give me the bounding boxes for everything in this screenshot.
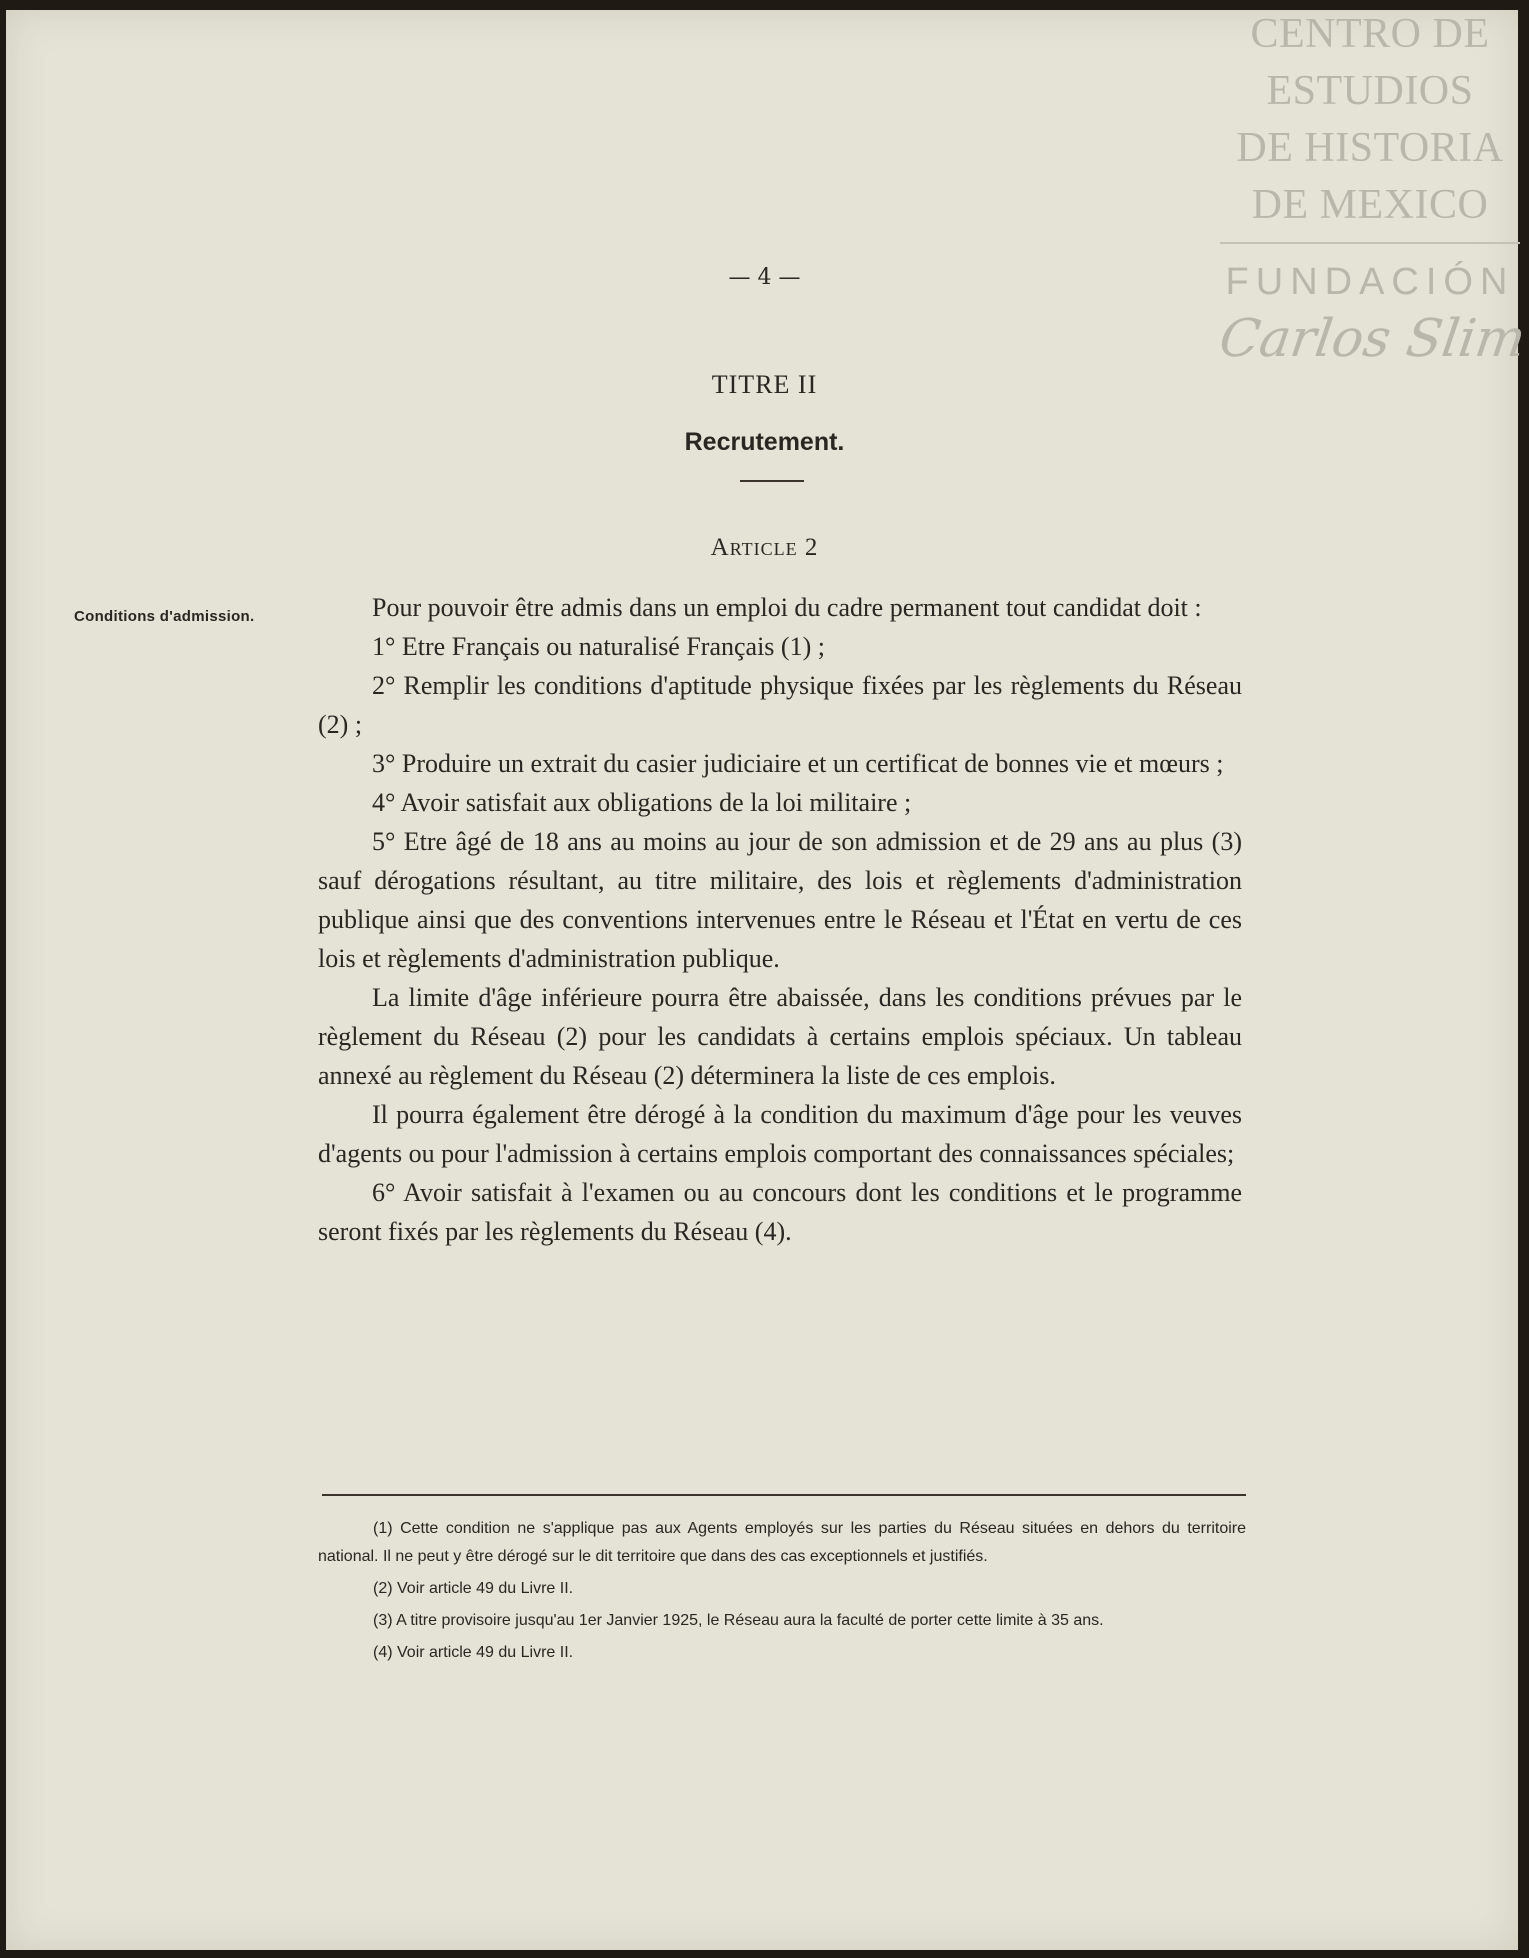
margin-note: Conditions d'admission. [74,608,255,625]
watermark-line: DE MEXICO [1251,182,1489,228]
footnote-divider [322,1494,1246,1496]
title-divider [740,480,804,482]
paragraph: La limite d'âge inférieure pourra être abaissée, dans les conditions prévues par le règlement du Réseau (2) pour les candidats à certains emplois spéciaux. Un tableau annexé au règlement du Réseau (2) déterminera la liste de ces emplois. [318,983,1242,1090]
paragraph: 1° Etre Français ou naturalisé Français (1) ; [372,632,825,661]
paragraph: 3° Produire un extrait du casier judiciaire et un certificat de bonnes vie et mœurs ; [372,749,1224,778]
footnotes [318,1515,1246,1667]
paragraph: Il pourra également être dérogé à la condition du maximum d'âge pour les veuves d'agents ou pour l'admission à certains emplois comportant des connaissances spéciales; [318,1100,1242,1168]
footnote: (3) A titre provisoire jusqu'au 1er Janvier 1925, le Réseau aura la faculté de porter cette limite à 35 ans. [373,1612,1104,1629]
article-body [318,588,1242,1251]
watermark-line: ESTUDIOS [1266,68,1474,114]
paragraph: Pour pouvoir être admis dans un emploi du cadre permanent tout candidat doit : [372,593,1202,622]
section-subtitle: Recrutement. [684,428,845,456]
footnote: (1) Cette condition ne s'applique pas aux Agents employés sur les parties du Réseau situées en dehors du territoire national. Il ne peut y être dérogé sur le dit territoire que dans des cas exceptionnels et justifiés. [318,1520,1246,1565]
paragraph: 2° Remplir les conditions d'aptitude physique fixées par les règlements du Réseau (2) ; [318,671,1242,739]
watermark-signature: Carlos Slim [1215,309,1529,369]
watermark-divider [1220,242,1520,244]
footnote: (4) Voir article 49 du Livre II. [373,1644,574,1661]
paragraph: 6° Avoir satisfait à l'examen ou au concours dont les conditions et le programme seront fixés par les règlements du Réseau (4). [318,1178,1242,1246]
section-title: TITRE II [711,370,818,399]
watermark-line: DE HISTORIA [1236,125,1504,171]
page-number: — 4 — [728,265,801,290]
article-heading: Article 2 [710,534,819,561]
paragraph: 5° Etre âgé de 18 ans au moins au jour de son admission et de 29 ans au plus (3) sauf dérogations résultant, au titre militaire, des lois et règlements d'administration publique ainsi que des conventions intervenues entre le Réseau et l'État en vertu de ces lois et règlements d'administration publique. [318,827,1242,973]
footnote: (2) Voir article 49 du Livre II. [373,1580,574,1597]
paragraph: 4° Avoir satisfait aux obligations de la loi militaire ; [372,788,912,817]
watermark-foundation: FUNDACIÓN [1225,261,1515,303]
watermark-line: CENTRO DE [1250,11,1490,57]
archive-watermark [1215,6,1529,374]
